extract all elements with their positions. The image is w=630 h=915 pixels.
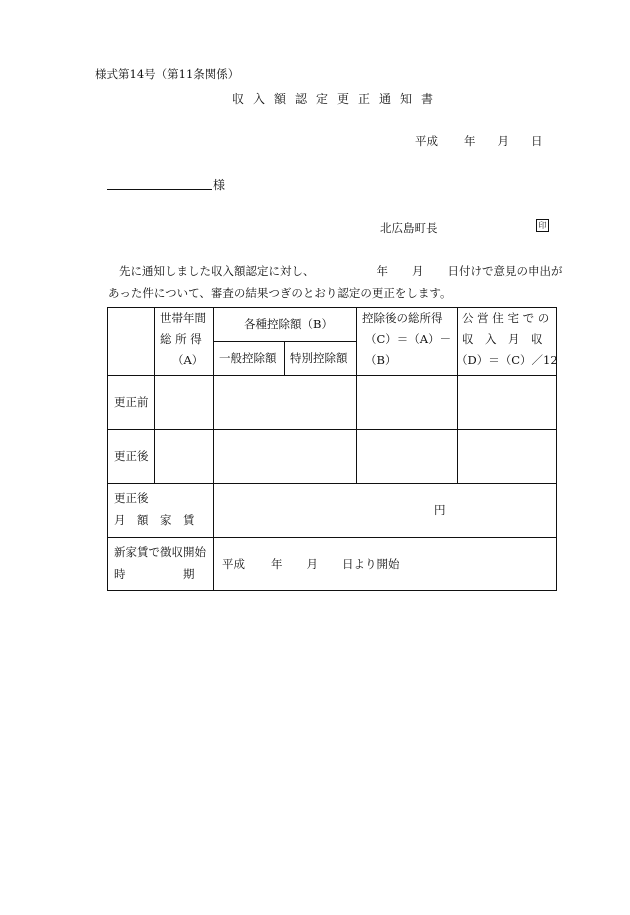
- row-after-label: 更正後: [114, 449, 149, 463]
- header-monthly-income-line3: （D）＝（C）／12: [456, 353, 558, 367]
- header-income-line1: 世帯年間: [160, 311, 206, 325]
- header-income-line2: 総 所 得: [160, 332, 202, 346]
- rent-label-line1: 更正後: [114, 491, 149, 505]
- start-label-cell: [107, 537, 214, 591]
- start-suffix: 日より開始: [342, 557, 400, 571]
- rent-label-cell: [107, 483, 214, 538]
- row-before-label: 更正前: [114, 395, 149, 409]
- row-after-label-cell: [107, 429, 155, 484]
- header-after-deduction-line1: 控除後の総所得: [362, 311, 443, 325]
- header-income-cell: [154, 307, 214, 376]
- date-era: 平成: [415, 134, 438, 148]
- row-after-deductions: [213, 429, 357, 484]
- header-monthly-income-cell: [457, 307, 557, 376]
- date-year: 年: [464, 134, 476, 148]
- row-before-monthly: [457, 375, 557, 430]
- start-label-line2: 時 期: [114, 567, 195, 581]
- addressee-suffix: 様: [213, 178, 226, 192]
- header-deductions-label: 各種控除額（B）: [244, 317, 333, 331]
- header-after-deduction-line3: （B）: [365, 353, 397, 367]
- row-after-after-deduction: [356, 429, 458, 484]
- header-general-deduction: 一般控除額: [219, 351, 277, 365]
- body-line1-year: 年: [376, 264, 388, 278]
- row-before-income: [154, 375, 214, 430]
- start-date-value: [222, 558, 400, 571]
- body-line1-month: 月: [412, 264, 424, 278]
- start-value-cell: [213, 537, 557, 591]
- body-line-1: [119, 263, 563, 279]
- addressee-blank: [107, 176, 212, 190]
- header-monthly-income-line1: 公 営 住 宅 で の: [462, 311, 550, 325]
- form-number: 様式第14号（第11条関係）: [95, 67, 240, 81]
- correction-table: [107, 307, 557, 591]
- header-special-deduction: 特別控除額: [290, 351, 348, 365]
- header-monthly-income-line2: 収 入 月 収: [462, 332, 543, 346]
- body-line1-start: 先に通知しました収入額認定に対し、: [119, 264, 315, 278]
- issue-date: [415, 133, 543, 149]
- seal-mark: 印: [536, 219, 549, 232]
- document-title: 収入額認定更正通知書: [232, 92, 443, 106]
- date-month: 月: [497, 134, 509, 148]
- header-after-deduction-cell: [356, 307, 458, 376]
- row-after-monthly: [457, 429, 557, 484]
- row-before-label-cell: [107, 375, 155, 430]
- rent-value-cell: [213, 483, 557, 538]
- header-special-deduction-cell: [284, 341, 357, 376]
- header-blank-cell: [107, 307, 155, 376]
- start-month: 月: [306, 557, 318, 571]
- date-day: 日: [531, 134, 543, 148]
- rent-unit: 円: [434, 503, 446, 517]
- start-year: 年: [271, 557, 283, 571]
- row-before-deductions: [213, 375, 357, 430]
- start-era: 平成: [222, 557, 245, 571]
- rent-label-line2: 月 額 家 賃: [114, 513, 195, 527]
- start-label-line1: 新家賃で徴収開始: [114, 545, 206, 559]
- header-general-deduction-cell: [213, 341, 285, 376]
- body-line-2: あった件について、審査の結果つぎのとおり認定の更正をします。: [108, 286, 452, 300]
- issuer-name: 北広島町長: [380, 221, 438, 235]
- row-before-after-deduction: [356, 375, 458, 430]
- header-income-line3: （A）: [172, 353, 204, 367]
- header-deductions-cell: [213, 307, 357, 342]
- body-line1-end: 日付けで意見の申出が: [447, 264, 563, 278]
- header-after-deduction-line2: （C）＝（A）－: [365, 332, 452, 346]
- row-after-income: [154, 429, 214, 484]
